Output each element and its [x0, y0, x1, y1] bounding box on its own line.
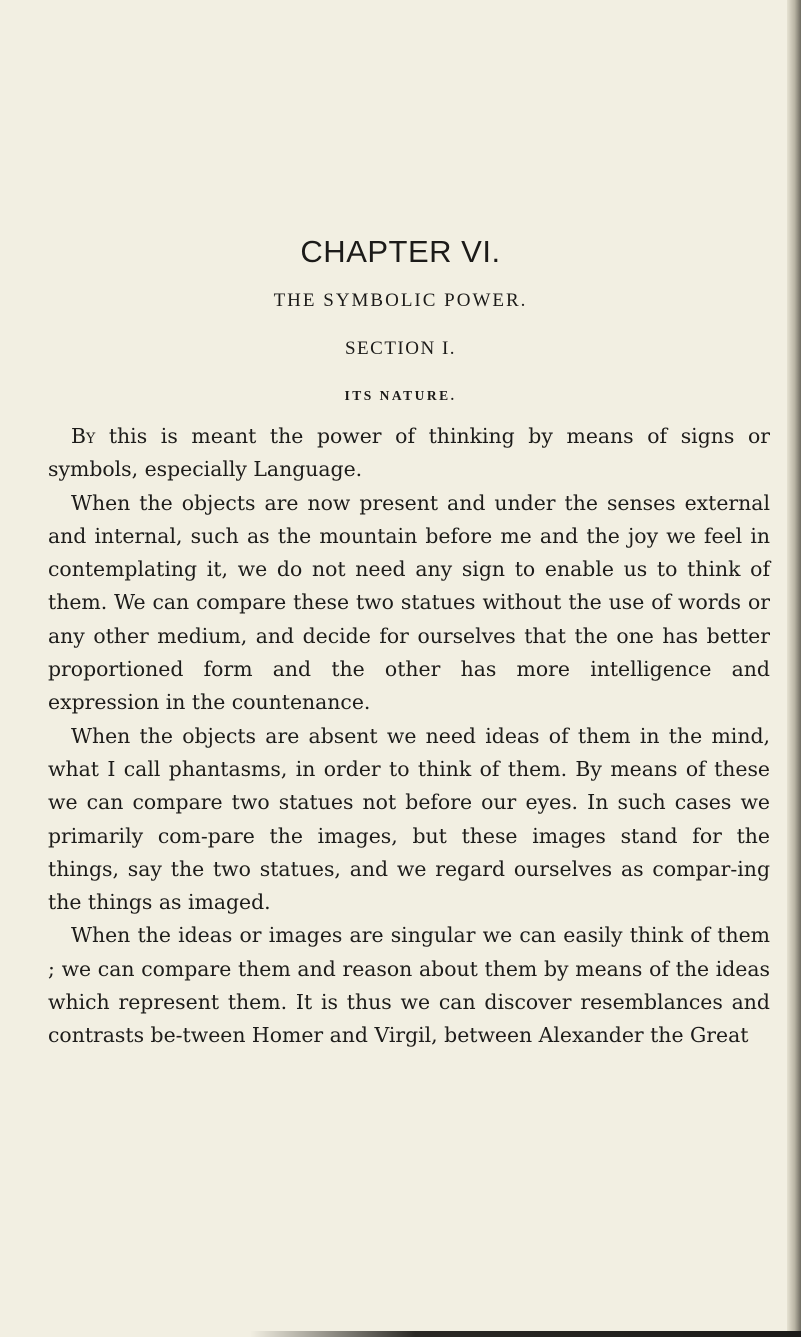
paragraph	[48, 420, 770, 487]
paragraph-text: this is meant the power of thinking by means of signs or symbols, especially Language.	[48, 424, 770, 482]
paragraph: When the ideas or images are singular we can easily think of them ; we can compare them and reason about them by means of the ideas which represent them. It is thus we can discover resemblances and contrasts be-tween Homer and Virgil, between Alexander the Great	[48, 923, 770, 1048]
page-edge-shadow	[787, 0, 801, 1337]
body-text	[48, 420, 770, 1053]
small-caps-opening-word: By	[71, 424, 96, 448]
section-subheading: ITS NATURE.	[344, 388, 457, 403]
paragraph: When the objects are now present and under the senses external and internal, such as the mountain before me and the joy we feel in contemplating it, we do not need any sign to enable us to think of them. We can compare these two statues without the use of words or any other medium, and decide for ourselves that the one has better proportioned form and the other has more intelligence and expression in the countenance.	[48, 490, 770, 715]
chapter-heading: CHAPTER VI.	[300, 234, 501, 269]
part-heading: THE SYMBOLIC POWER.	[273, 290, 528, 311]
section-heading: SECTION I.	[344, 338, 457, 359]
paragraph: When the objects are absent we need ideas of them in the mind, what I call phantasms, in order to think of them. By means of these we can compare two statues not before our eyes. In such cases we primarily com-pare the images, but these images stand for the things, say the two statues, and we regard ourselves as compar-ing the things as imaged.	[48, 723, 770, 915]
page-bottom-edge	[250, 1331, 801, 1337]
